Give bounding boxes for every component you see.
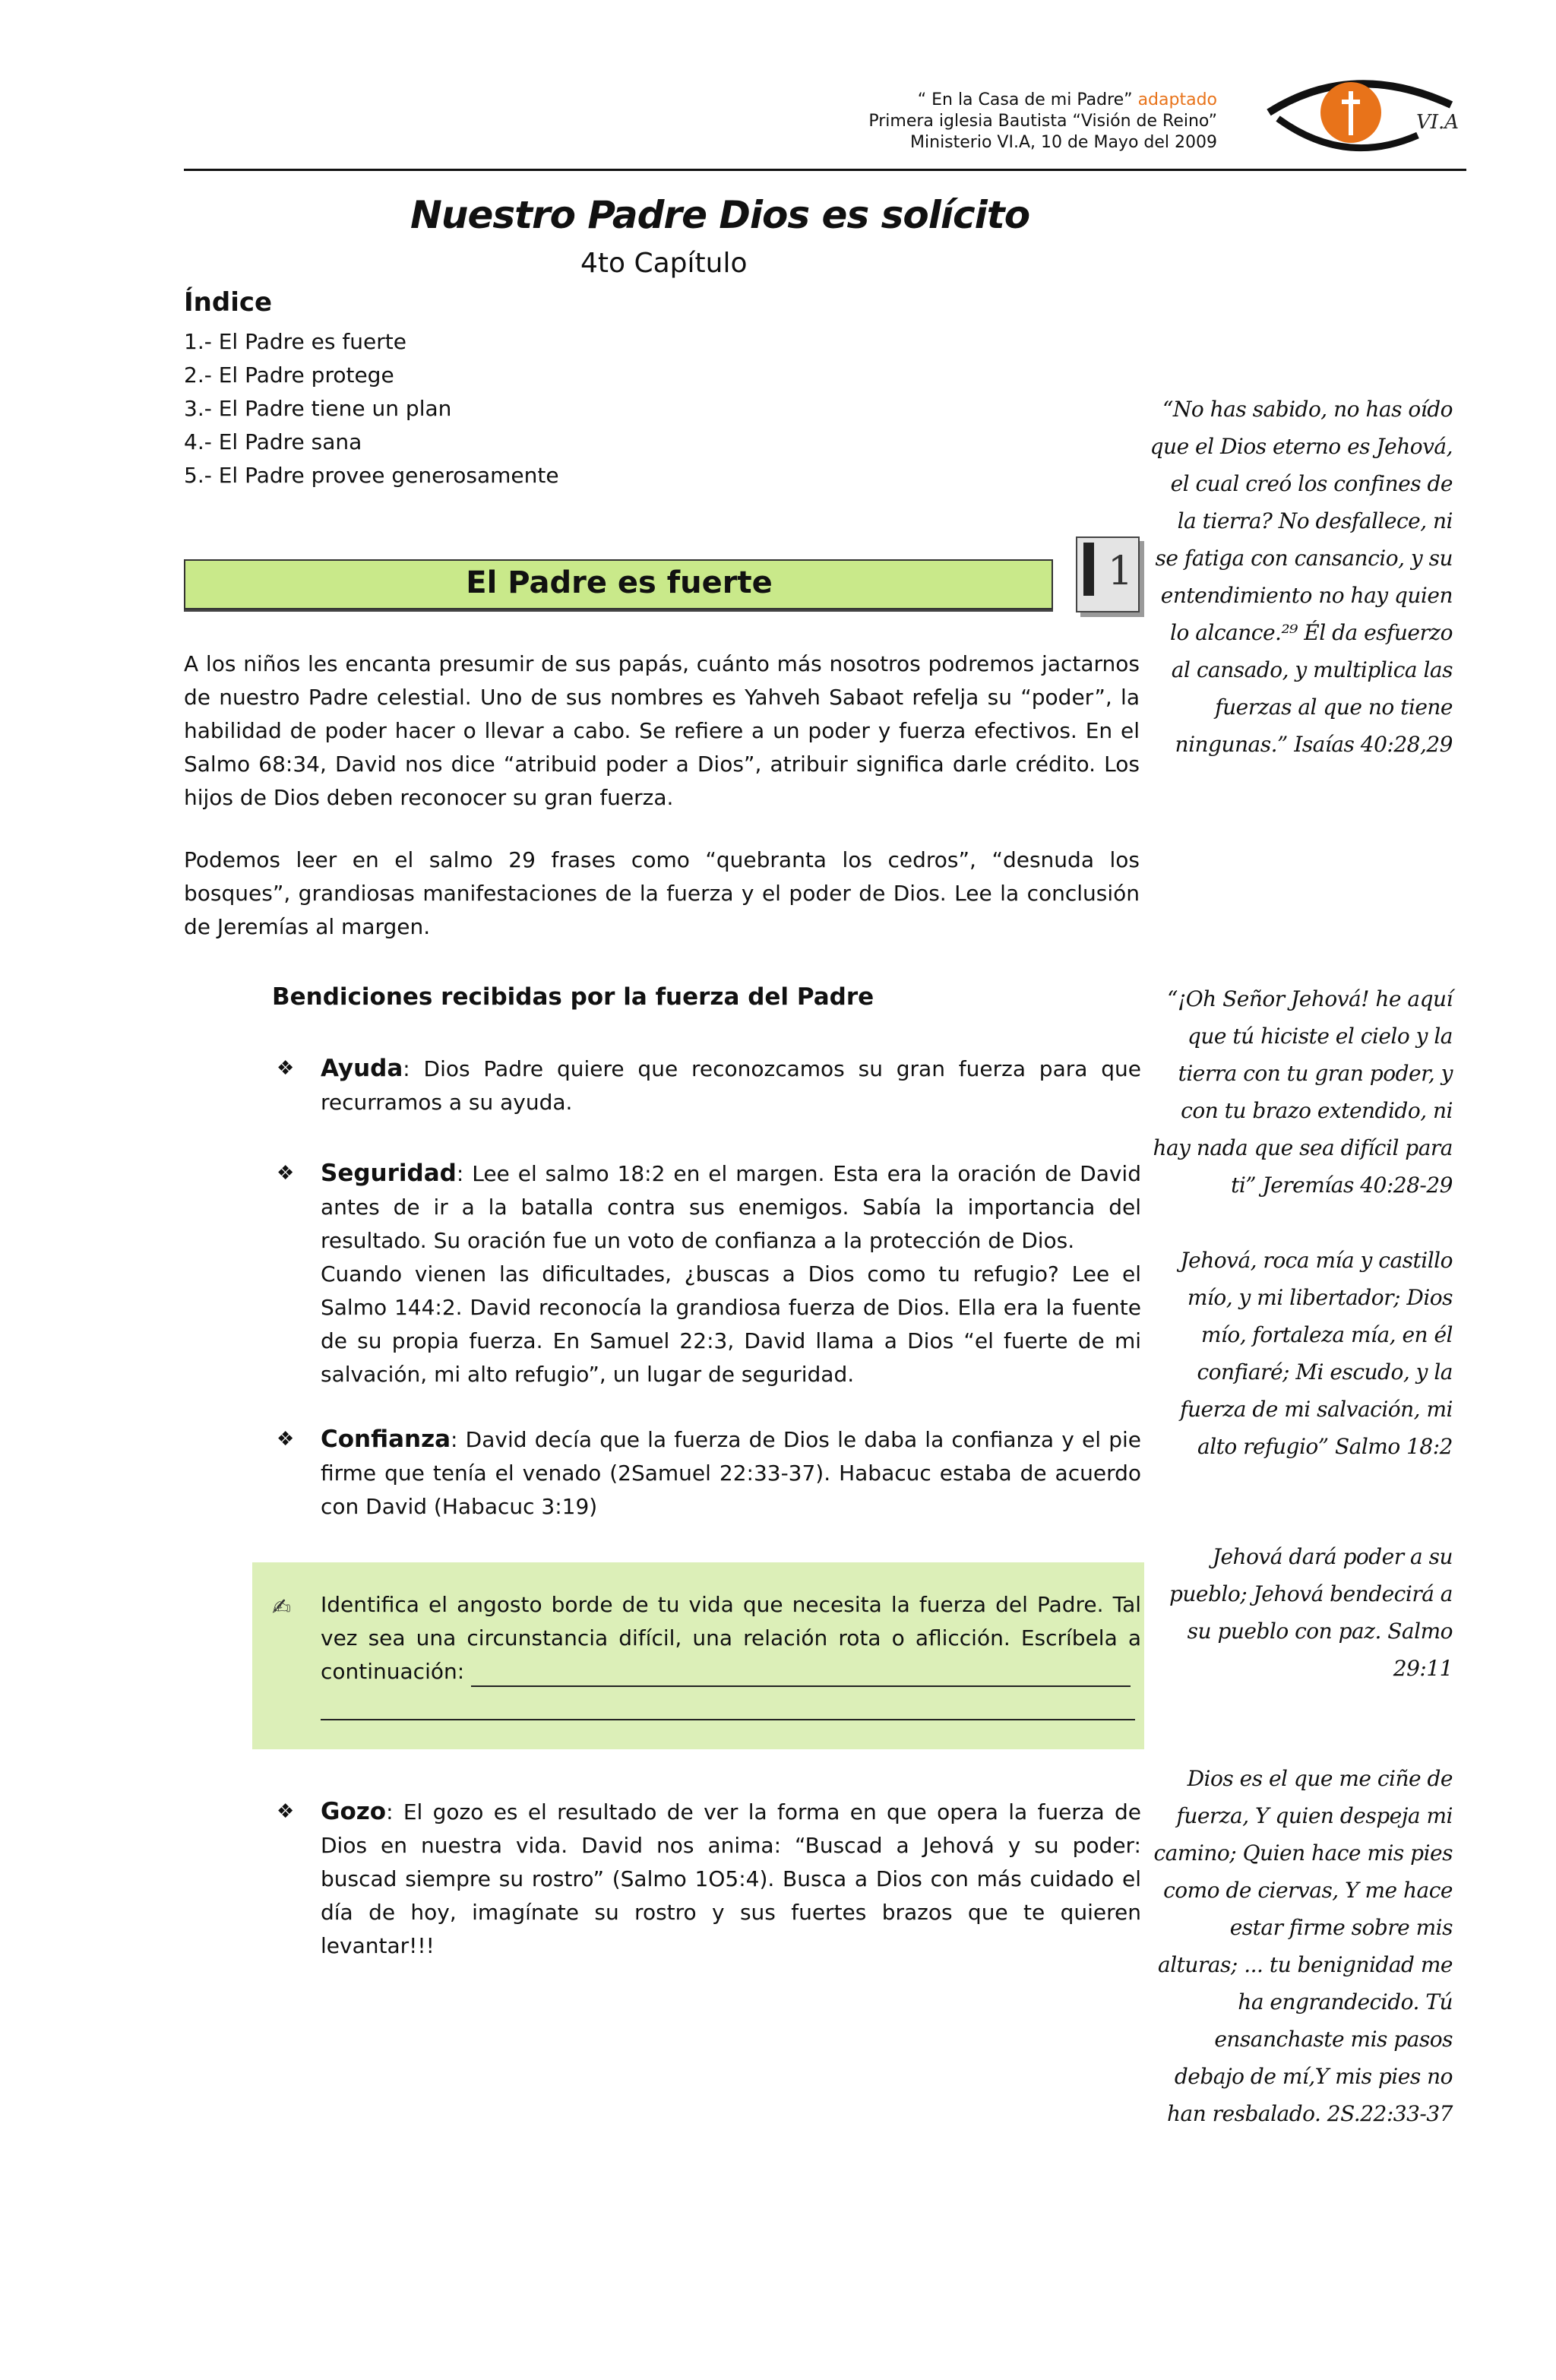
index-item: 1.- El Padre es fuerte xyxy=(184,329,406,354)
margin-quote-salmo-29: Jehová dará poder a su pueblo; Jehová bendecirá a su pueblo con paz. Salmo 29:11 xyxy=(1169,1544,1453,1681)
header-ministry-date: Ministerio VI.A, 10 de Mayo del 2009 xyxy=(910,133,1217,152)
diamond-bullet-icon: ❖ xyxy=(277,1800,295,1823)
header-rule xyxy=(184,169,1466,171)
margin-quote-jeremias: “¡Oh Señor Jehová! he aquí que tú hiciste el cielo y la tierra con tu gran poder, y con tu brazo extendido, ni hay nada que sea difícil para ti” Jeremías 40:28-29 xyxy=(1153,986,1453,1198)
index-item: 5.- El Padre provee generosamente xyxy=(184,463,559,488)
section-title: El Padre es fuerte xyxy=(466,565,773,600)
index-item: 2.- El Padre protege xyxy=(184,362,394,388)
answer-line[interactable] xyxy=(321,1719,1135,1720)
section-number: 1 xyxy=(1108,549,1134,594)
header-church: Primera iglesia Bautista “Visión de Reino” xyxy=(868,112,1217,131)
margin-quote-2-samuel: Dios es el que me ciñe de fuerza, Y quien despeja mi camino; Quien hace mis pies como de ciervas, Y me hace estar firme sobre mis alturas; ... tu benignidad me ha engrandecido. Tú ensanchaste mis pasos debajo de mí,Y mis pies no han resbalado. 2S.22:33-37 xyxy=(1153,1766,1453,2126)
diamond-bullet-icon: ❖ xyxy=(277,1057,295,1080)
blessing-item-gozo xyxy=(277,1795,1141,1963)
blessing-text: : Dios Padre quiere que reconozcamos su gran fuerza para que recurramos a su ayuda. xyxy=(321,1056,1141,1115)
blessing-text-continued: Cuando vienen las dificultades, ¿buscas a Dios como tu refugio? Lee el Salmo 144:2. David reconocía la grandiosa fuerza de Dios. Ella era la fuente de su propia fuerza. En Samuel 22:3, David llama a Dios “el fuerte de mi salvación, mi alto refugio”, un lugar de seguridad. xyxy=(321,1261,1141,1387)
chapter-label: 4to Capítulo xyxy=(580,248,748,279)
blessing-term: Ayuda xyxy=(321,1055,403,1082)
header-info xyxy=(868,90,1217,153)
logo-text: VI.A xyxy=(1416,111,1460,134)
header-line-1 xyxy=(868,90,1217,111)
intro-paragraph: A los niños les encanta presumir de sus papás, cuánto más nosotros podremos jactarnos de nuestro Padre celestial. Uno de sus nombres es Yahveh Sabaot refelja su “poder”, la habilidad de poder hacer o llevar a cabo. Se refiere a un poder y fuerza efectivos. En el Salmo 68:34, David nos dice “atribuid poder a Dios”, atribuir significa darle crédito. Los hijos de Dios deben reconocer su gran fuerza. xyxy=(184,651,1140,810)
index-item: 3.- El Padre tiene un plan xyxy=(184,396,452,421)
diamond-bullet-icon: ❖ xyxy=(277,1428,295,1451)
margin-quote-isaias: “No has sabido, no has oído que el Dios eterno es Jehová, el cual creó los confines de la tierra? No desfallece, ni se fatiga con cansancio, y su entendimiento no hay quien lo alcance.²⁹ Él da esfuerzo al cansado, y multiplica las fuerzas al que no tiene ningunas.” Isaías 40:28,29 xyxy=(1150,397,1453,757)
bookmark-icon xyxy=(1083,543,1094,596)
blessing-term: Confianza xyxy=(321,1426,451,1453)
blessing-term: Gozo xyxy=(321,1798,387,1825)
blessing-item-ayuda xyxy=(277,1052,1141,1119)
margin-quote-salmo-18: Jehová, roca mía y castillo mío, y mi libertador; Dios mío, fortaleza mía, en él confiaré; Mi escudo, y la fuerza de mi salvación, mi alto refugio” Salmo 18:2 xyxy=(1180,1248,1453,1459)
blessing-text: : Lee el salmo 18:2 en el margen. Esta era la oración de David antes de ir a la batalla contra sus enemigos. Sabía la importancia del resultado. Su oración fue un voto de confianza a la protección de Dios. xyxy=(321,1161,1141,1253)
blessing-text: : El gozo es el resultado de ver la forma en que opera la fuerza de Dios en nuestra vida. David nos anima: “Buscad a Jehová y su poder: buscad siempre su rostro” (Salmo 1O5:4). Busca a Dios con más cuidado el día de hoy, imagínate su rostro y sus fuertes brazos que te quieren levantar!!! xyxy=(321,1799,1141,1958)
page-title: Nuestro Padre Dios es solícito xyxy=(410,193,1030,237)
psalm-paragraph: Podemos leer en el salmo 29 frases como “quebranta los cedros”, “desnuda los bosques”, grandiosas manifestaciones de la fuerza y el poder de Dios. Lee la conclusión de Jeremías al margen. xyxy=(184,847,1140,939)
index-item: 4.- El Padre sana xyxy=(184,429,362,454)
writing-hand-icon: ✍ xyxy=(272,1594,292,1621)
blessing-item-confianza xyxy=(277,1423,1141,1524)
diamond-bullet-icon: ❖ xyxy=(277,1162,295,1185)
index-list xyxy=(184,325,559,492)
header-adapted: adaptado xyxy=(1137,90,1217,109)
header-series: “ En la Casa de mi Padre” xyxy=(917,90,1133,109)
index-heading: Índice xyxy=(184,287,273,318)
blessing-item-seguridad xyxy=(277,1157,1141,1391)
writing-task-text: Identifica el angosto borde de tu vida que necesita la fuerza del Padre. Tal vez sea una circunstancia difícil, una relación rota o aflicción. Escríbela a continuación: xyxy=(321,1592,1141,1684)
blessing-term: Seguridad xyxy=(321,1160,457,1187)
blessing-text: : David decía que la fuerza de Dios le daba la confianza y el pie firme que tenía el venado (2Samuel 22:33-37). Habacuc estaba de acuerdo con David (Habacuc 3:19) xyxy=(321,1427,1141,1519)
blessings-heading: Bendiciones recibidas por la fuerza del Padre xyxy=(272,983,874,1011)
answer-line[interactable] xyxy=(471,1685,1131,1687)
